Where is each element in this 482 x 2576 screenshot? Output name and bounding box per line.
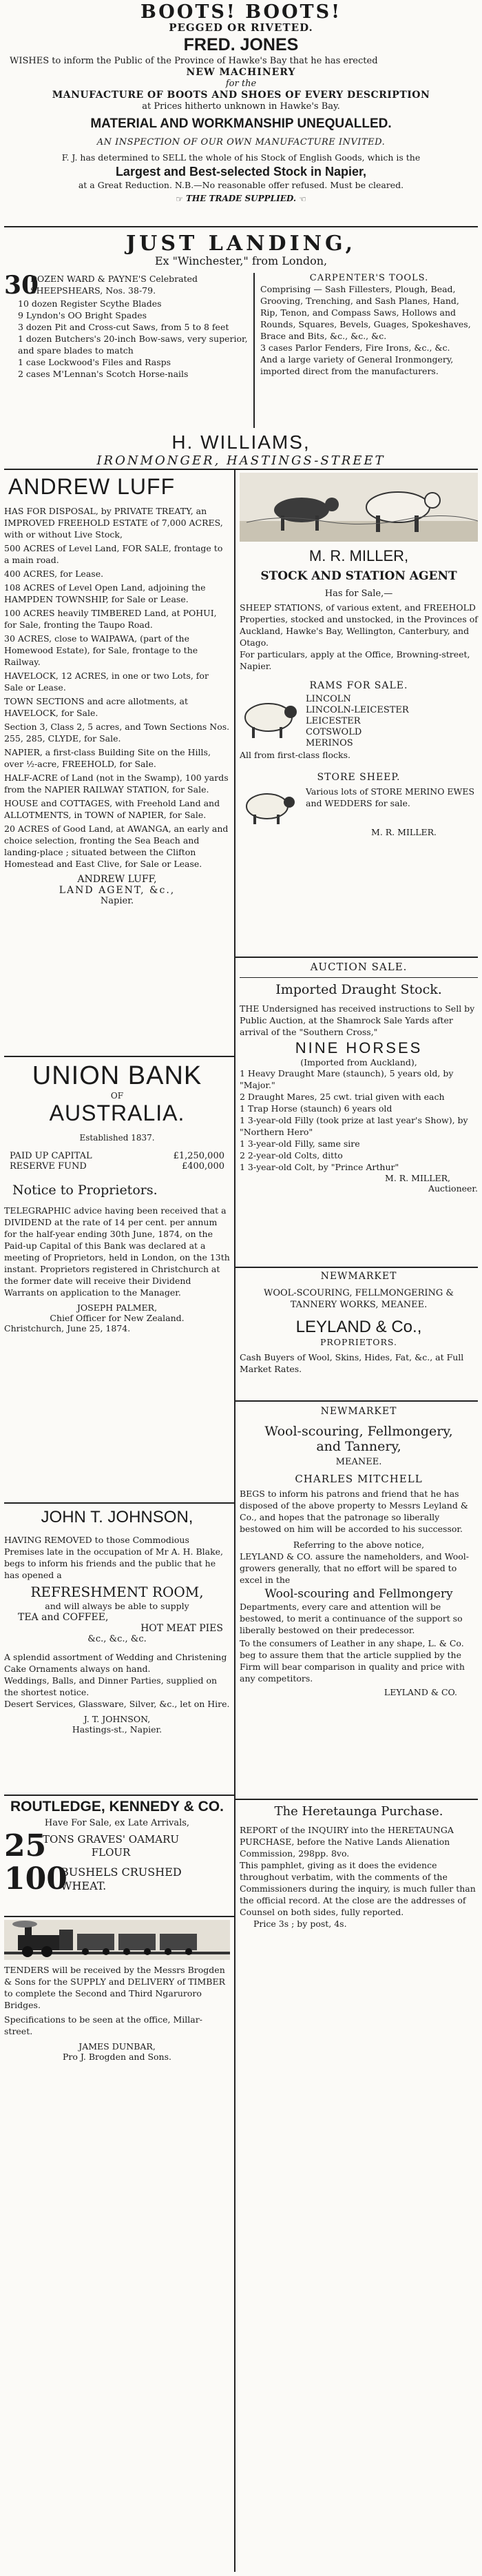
miller-ad bbox=[240, 473, 478, 837]
williams-name: H. WILLIAMS, bbox=[171, 431, 311, 453]
routledge-line1: Have For Sale, ex Late Arrivals, bbox=[44, 1818, 190, 1828]
auction-ad bbox=[240, 961, 478, 1194]
williams-item-1: 10 dozen Register Scythe Blades bbox=[18, 298, 162, 309]
johnson-etc: &c., &c., &c. bbox=[87, 1634, 147, 1644]
jones-for-the: for the bbox=[225, 79, 257, 89]
auction-item-0: 1 Heavy Draught Mare (staunch), 5 years old, by "Major." bbox=[240, 1068, 454, 1090]
union-of: OF bbox=[110, 1091, 124, 1101]
luff-para-9: NAPIER, a first-class Building Site on the Hills, over ½-acre, FREEHOLD, for Sale. bbox=[4, 747, 211, 769]
divider bbox=[4, 1502, 234, 1504]
routledge-wheat: 100 BUSHELS CRUSHED WHEAT. bbox=[4, 1861, 182, 1897]
miller-store: STORE SHEEP. bbox=[317, 772, 401, 783]
miller-subtitle: STOCK AND STATION AGENT bbox=[260, 569, 457, 583]
leyland-prop: PROPRIETORS. bbox=[319, 1337, 398, 1347]
miller-rams: RAMS FOR SALE. bbox=[309, 680, 408, 691]
union-sig-title: Chief Officer for New Zealand. bbox=[50, 1313, 185, 1323]
johnson-sig-place: Hastings-st., Napier. bbox=[72, 1724, 163, 1735]
jones-manufacture: MANUFACTURE OF BOOTS AND SHOES OF EVERY DESCRIPTION bbox=[52, 90, 430, 101]
hand-pointer-icon: ☜ bbox=[298, 194, 306, 204]
jones-stock: F. J. has determined to SELL the whole of his Stock of English Goods, which is the bbox=[61, 152, 421, 163]
auction-item-3: 1 3-year-old Filly (took prize at last year's Show), by "Northern Hero" bbox=[240, 1115, 468, 1137]
auction-item-6: 1 3-year-old Colt, by "Prince Arthur" bbox=[240, 1162, 399, 1172]
auction-imported: (Imported from Auckland), bbox=[300, 1057, 417, 1067]
luff-ad bbox=[4, 474, 230, 906]
johnson-body1: HAVING REMOVED to those Commodious Premises late in the occupation of Mr A. H. Blake, begs to inform his friends and the public that he has opened a bbox=[4, 1535, 224, 1580]
luff-paras bbox=[4, 505, 230, 870]
jones-title: BOOTS! BOOTS! bbox=[140, 1, 342, 23]
luff-sig-place: Napier. bbox=[100, 896, 134, 906]
auction-sub: Imported Draught Stock. bbox=[275, 982, 442, 997]
luff-para-1: 500 ACRES of Level Land, FOR SALE, frontage to a main road. bbox=[4, 543, 223, 565]
train-illustration bbox=[4, 1920, 230, 1960]
johnson-body3: A splendid assortment of Wedding and Christening Cake Ornaments always on hand. bbox=[4, 1652, 227, 1674]
union-notice: Notice to Proprietors. bbox=[12, 1183, 158, 1198]
miller-body2: For particulars, apply at the Office, Browning-street, Napier. bbox=[240, 649, 470, 671]
miller-breeds: LINCOLN LINCOLN-LEICESTER LEICESTER COTSWOLD MERINOS bbox=[306, 694, 409, 748]
heretaunga-title: The Heretaunga Purchase. bbox=[274, 1804, 443, 1819]
miller-title: M. R. MILLER, bbox=[308, 547, 409, 564]
auction-sig-title: Auctioneer. bbox=[428, 1183, 478, 1194]
divider bbox=[235, 1267, 478, 1268]
auction-items bbox=[240, 1067, 478, 1173]
mitchell-title1: Wool-scouring, Fellmongery, bbox=[264, 1424, 453, 1439]
routledge-title: ROUTLEDGE, KENNEDY & CO. bbox=[10, 1799, 224, 1815]
mitchell-ad bbox=[240, 1406, 478, 1697]
jones-machinery: NEW MACHINERY bbox=[186, 67, 296, 78]
williams-item-2: 9 Lyndon's OO Bright Spades bbox=[18, 310, 147, 320]
auction-title: AUCTION SALE. bbox=[310, 961, 408, 973]
williams-subtitle: Ex "Winchester," from London, bbox=[154, 254, 328, 267]
auction-item-2: 1 Trap Horse (staunch) 6 years old bbox=[240, 1103, 392, 1114]
tenders-sig-title: Pro J. Brogden and Sons. bbox=[63, 2052, 171, 2062]
auction-sig-name: M. R. MILLER, bbox=[385, 1173, 450, 1183]
luff-sig-name: ANDREW LUFF, bbox=[77, 874, 157, 885]
routledge-flour: 25 TONS GRAVES' OAMARU FLOUR bbox=[4, 1828, 180, 1863]
mitchell-ref: Referring to the above notice, bbox=[293, 1540, 425, 1550]
williams-num: 30 bbox=[4, 271, 39, 300]
mitchell-body4: To the consumers of Leather in any shape, L. & Co. beg to assure them that the article supplied by the Firm will bear comparison in quality and price with any competitors. bbox=[240, 1638, 465, 1684]
auction-item-5: 2 2-year-old Colts, ditto bbox=[240, 1150, 343, 1161]
johnson-ad bbox=[4, 1508, 230, 1735]
luff-para-3: 108 ACRES of Level Open Land, adjoining the HAMPDEN TOWNSHIP, for Sale or Lease. bbox=[4, 582, 206, 604]
sheep-illustration bbox=[240, 786, 299, 827]
luff-para-2: 400 ACRES, for Lease. bbox=[4, 569, 104, 579]
jones-reduction: at a Great Reduction. N.B.—No reasonable offer refused. Must be cleared. bbox=[78, 180, 404, 190]
luff-para-12: 20 ACRES of Good Land, at AWANGA, an early and choice selection, fronting the Sea Beach and landing-place ; situated between the Clifton Homestead and East Clive, for Sale or Lease. bbox=[4, 824, 229, 869]
williams-right-col bbox=[260, 273, 478, 377]
miller-rams-block bbox=[240, 694, 478, 749]
divider bbox=[4, 226, 478, 227]
tenders-sig-name: JAMES DUNBAR, bbox=[78, 2041, 156, 2052]
tenders-body: TENDERS will be received by the Messrs Brogden & Sons for the SUPPLY and DELIVERY of TIMBER to complete the Second and Third Ngaruroro Bridges. bbox=[4, 1965, 226, 2010]
luff-title: ANDREW LUFF bbox=[8, 474, 176, 499]
divider bbox=[235, 957, 478, 958]
williams-item-6: 2 cases M'Lennan's Scotch Horse-nails bbox=[18, 369, 189, 379]
divider bbox=[4, 1795, 234, 1796]
leyland-body: Cash Buyers of Wool, Skins, Hides, Fat, &c., at Full Market Rates. bbox=[240, 1352, 464, 1374]
luff-para-6: HAVELOCK, 12 ACRES, in one or two Lots, for Sale or Lease. bbox=[4, 671, 209, 693]
johnson-body5: Desert Services, Glassware, Silver, &c., let on Hire. bbox=[4, 1699, 230, 1709]
leyland-title: WOOL-SCOURING, FELLMONGERING & TANNERY WORKS, MEANEE. bbox=[263, 1288, 454, 1310]
tenders-body2: Specifications to be seen at the office, Millar-street. bbox=[4, 2014, 202, 2036]
luff-para-0: HAS FOR DISPOSAL, by PRIVATE TREATY, an IMPROVED FREEHOLD ESTATE of 7,000 ACRES, with or without Live Stock, bbox=[4, 506, 223, 540]
williams-item-5: 1 case Lockwood's Files and Rasps bbox=[18, 357, 171, 367]
union-body: TELEGRAPHIC advice having been received that a DIVIDEND at the rate of 14 per cent. per annum for the half-year ending 30th June, 1874, on the Paid-up Capital of this Bank was declared at a meeting of Proprietors, held in London, on the 13th instant. Proprietors registered in Christchurch at the former date will receive their Dividend Warrants on application to the Manager. bbox=[4, 1205, 230, 1298]
divider bbox=[4, 469, 478, 470]
mitchell-body: BEGS to inform his patrons and friend that he has disposed of the above property to Messrs Leyland & Co., and hopes that the patronage so liberally bestowed on him will be accorded to his successor. bbox=[240, 1489, 468, 1534]
luff-para-11: HOUSE and COTTAGES, with Freehold Land and ALLOTMENTS, in TOWN of NAPIER, for Sale. bbox=[4, 798, 220, 820]
williams-left-col bbox=[4, 273, 249, 380]
johnson-pies: HOT MEAT PIES bbox=[140, 1623, 223, 1634]
miller-store-body: Various lots of STORE MERINO EWES and WEDDERS for sale. bbox=[306, 786, 475, 808]
mitchell-meanee: MEANEE. bbox=[335, 1457, 382, 1467]
mitchell-title2: and Tannery, bbox=[316, 1439, 401, 1454]
williams-title: JUST LANDING, bbox=[125, 232, 357, 256]
jones-subtitle: PEGGED OR RIVETED. bbox=[169, 21, 313, 34]
divider bbox=[235, 1400, 478, 1402]
auction-body: THE Undersigned has received instructions to Sell by Public Auction, at the Shamrock Sale Yards after arrival of the "Southern Cross," bbox=[240, 1003, 475, 1037]
johnson-title: JOHN T. JOHNSON, bbox=[41, 1508, 193, 1526]
column-divider bbox=[234, 470, 235, 2572]
luff-para-8: Section 3, Class 2, 5 acres, and Town Sections Nos. 255, 285, CLYDE, for Sale. bbox=[4, 722, 230, 744]
ram-illustration bbox=[240, 694, 299, 749]
divider bbox=[253, 273, 255, 428]
jones-intro: WISHES to inform the Public of the Province of Hawke's Bay that he has erected bbox=[10, 56, 378, 66]
williams-carpenter: CARPENTER'S TOOLS. bbox=[309, 273, 429, 283]
union-est: Established 1837. bbox=[79, 1133, 155, 1143]
jones-material: MATERIAL AND WORKMANSHIP UNEQUALLED. bbox=[90, 116, 392, 131]
union-title2: AUSTRALIA. bbox=[49, 1101, 185, 1125]
luff-para-4: 100 ACRES heavily TIMBERED Land, at POHUI, for Sale, fronting the Taupo Road. bbox=[4, 608, 217, 630]
jones-largest: Largest and Best-selected Stock in Napier, bbox=[115, 165, 367, 178]
leyland-ad bbox=[240, 1271, 478, 1375]
divider bbox=[4, 1916, 234, 1917]
johnson-sig-name: J. T. JOHNSON, bbox=[83, 1714, 151, 1724]
auction-item-4: 1 3-year-old Filly, same sire bbox=[240, 1138, 360, 1149]
tenders-ad bbox=[4, 1920, 230, 2062]
divider bbox=[4, 1056, 234, 1057]
miller-has: Has for Sale,— bbox=[324, 589, 393, 599]
cattle-illustration bbox=[240, 473, 478, 542]
miller-sig: M. R. MILLER. bbox=[371, 827, 437, 837]
hand-pointer-icon: ☞ bbox=[176, 194, 184, 204]
williams-variety: And a large variety of General Ironmongery, imported direct from the manufacturers. bbox=[260, 354, 454, 376]
luff-para-5: 30 ACRES, close to WAIPAWA, (part of the Homewood Estate), for Sale, frontage to the Railway. bbox=[4, 633, 198, 667]
williams-comprising: Comprising — Sash Fillesters, Plough, Bead, Grooving, Trenching, and Sash Planes, Hand, Rip, Tenon, and Compass Saws, Hollows and Rounds, Squares, Bevels, Guages, Spokeshaves, Brace and Bits, &c., &c., &c. bbox=[260, 284, 471, 341]
leyland-name: LEYLAND & Co., bbox=[295, 1318, 422, 1336]
mitchell-body2: LEYLAND & CO. assure the nameholders, and Wool-growers generally, that no effort will be spared to excel in the bbox=[240, 1551, 470, 1585]
jones-trade: ☞ THE TRADE SUPPLIED. ☜ bbox=[176, 194, 306, 204]
luff-para-10: HALF-ACRE of Land (not in the Swamp), 100 yards from the NAPIER RAILWAY STATION, for Sale. bbox=[4, 773, 229, 795]
mitchell-wool: Wool-scouring and Fellmongery bbox=[264, 1587, 453, 1601]
mitchell-body3: Departments, every care and attention will be bestowed, to merit a continuance of the support so liberally bestowed on their predecessor. bbox=[240, 1602, 463, 1635]
heretaunga-ad bbox=[240, 1804, 478, 1930]
miller-flocks: All from first-class flocks. bbox=[240, 750, 351, 760]
jones-ad bbox=[4, 1, 478, 204]
luff-para-7: TOWN SECTIONS and acre allotments, at HAVELOCK, for Sale. bbox=[4, 696, 189, 718]
routledge-num1: 25 bbox=[4, 1828, 47, 1863]
heretaunga-price: Price 3s ; by post, 4s. bbox=[253, 1919, 347, 1929]
union-sig-name: JOSEPH PALMER, bbox=[76, 1302, 158, 1313]
auction-item-1: 2 Draught Mares, 25 cwt. trial given with each bbox=[240, 1092, 445, 1102]
routledge-ad bbox=[4, 1799, 230, 1897]
johnson-body4: Weddings, Balls, and Dinner Parties, supplied on the shortest notice. bbox=[4, 1675, 218, 1697]
union-sig-date: Christchurch, June 25, 1874. bbox=[4, 1323, 131, 1333]
miller-store-block bbox=[240, 786, 478, 827]
williams-item-0: DOZEN WARD & PAYNE'S Celebrated SHEEPSHEARS, Nos. 38-79. bbox=[30, 274, 198, 296]
jones-name: FRED. JONES bbox=[183, 35, 299, 54]
johnson-refreshment: REFRESHMENT ROOM, bbox=[30, 1584, 204, 1600]
union-bank-ad bbox=[4, 1061, 230, 1333]
routledge-num2: 100 bbox=[4, 1861, 67, 1897]
williams-address: IRONMONGER, HASTINGS-STREET bbox=[96, 453, 386, 468]
luff-sig-title: LAND AGENT, &c., bbox=[59, 885, 176, 896]
auction-nine: NINE HORSES bbox=[295, 1039, 423, 1056]
johnson-body2: and will always be able to supply bbox=[45, 1601, 189, 1611]
heretaunga-body2: This pamphlet, giving as it does the evidence throughout verbatim, with the comments of the Commissioners during the inquiry, is much fuller than the official record. At the close are the addresses of Counsel on both sides, fully reported. bbox=[240, 1860, 476, 1917]
mitchell-name: CHARLES MITCHELL bbox=[295, 1473, 423, 1485]
leyland-place: NEWMARKET bbox=[320, 1271, 397, 1282]
heretaunga-body: REPORT of the INQUIRY into the HERETAUNGA PURCHASE, before the Native Lands Alienation Commission, 298pp. 8vo. bbox=[240, 1825, 454, 1859]
miller-body: SHEEP STATIONS, of various extent, and FREEHOLD Properties, stocked and unstocked, in the Provinces of Auckland, Hawke's Bay, Wellington, Canterbury, and Otago. bbox=[240, 602, 478, 648]
jones-prices: at Prices hitherto unknown in Hawke's Bay. bbox=[142, 101, 340, 112]
williams-item-3: 3 dozen Pit and Cross-cut Saws, from 5 to 8 feet bbox=[18, 322, 229, 332]
mitchell-place: NEWMARKET bbox=[320, 1406, 397, 1417]
williams-item-4: 1 dozen Butchers's 20-inch Bow-saws, very superior, and spare blades to match bbox=[18, 334, 248, 356]
johnson-tea: TEA and COFFEE, bbox=[18, 1612, 109, 1623]
union-paid: PAID UP CAPITAL £1,250,000 bbox=[10, 1151, 224, 1161]
union-reserve: RESERVE FUND £400,000 bbox=[10, 1161, 224, 1172]
mitchell-sig: LEYLAND & CO. bbox=[384, 1687, 457, 1697]
williams-ad bbox=[4, 232, 478, 468]
union-title: UNION BANK bbox=[32, 1061, 202, 1090]
williams-fenders: 3 cases Parlor Fenders, Fire Irons, &c., &c. bbox=[260, 343, 450, 353]
jones-inspection: AN INSPECTION OF OUR OWN MANUFACTURE INVITED. bbox=[96, 137, 386, 147]
divider bbox=[235, 1799, 478, 1800]
